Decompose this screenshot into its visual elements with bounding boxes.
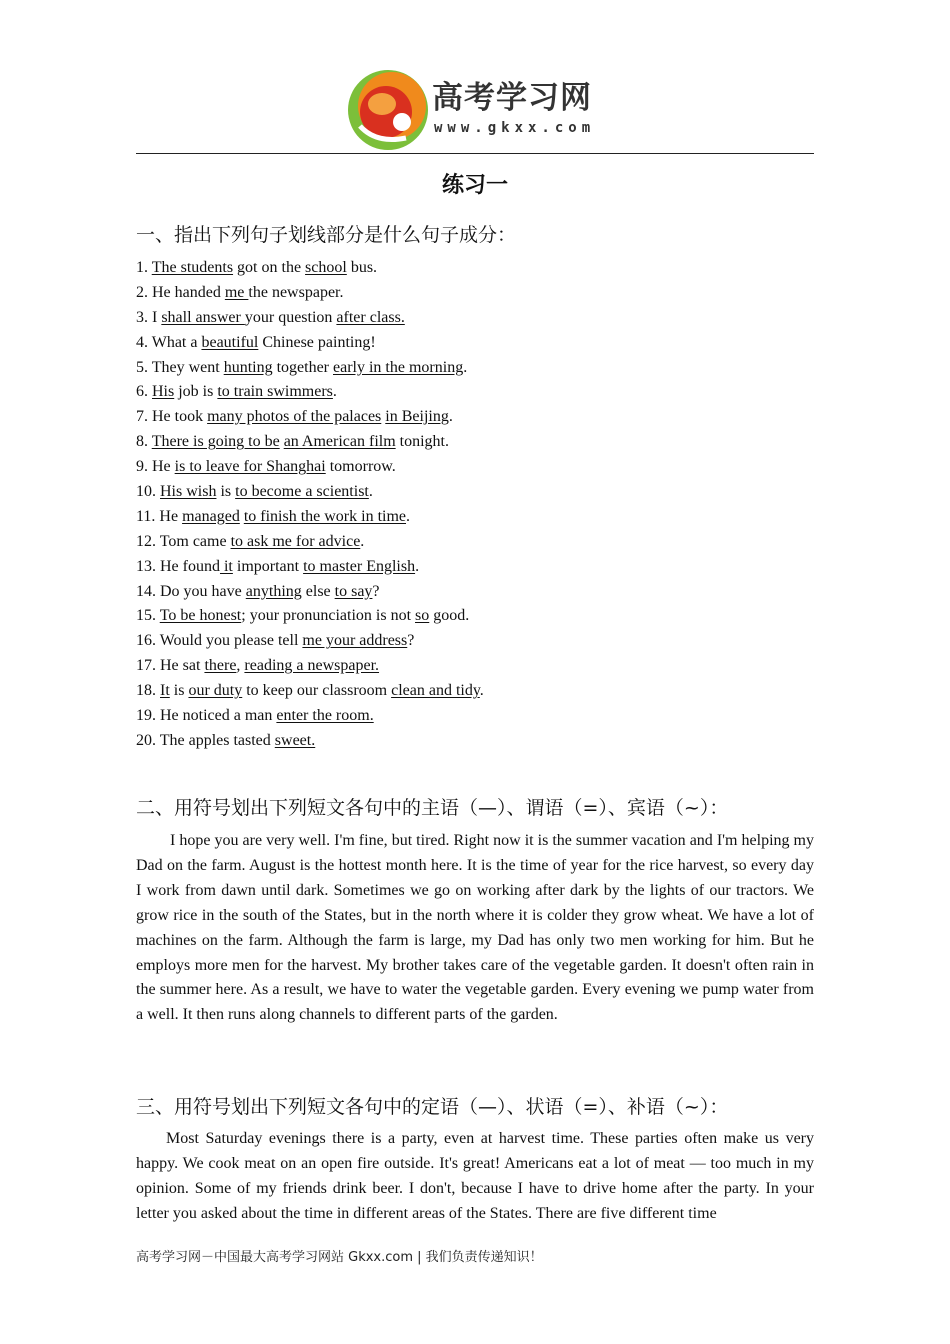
exercise-item bbox=[136, 256, 484, 281]
sentence-text: ? bbox=[372, 582, 380, 600]
sentence-text: else bbox=[301, 582, 335, 600]
exercise-item bbox=[136, 380, 484, 405]
exercise-item bbox=[136, 654, 484, 679]
underlined-part: There is going to be bbox=[151, 433, 280, 451]
sentence-text: . bbox=[406, 507, 411, 525]
section2-passage: I hope you are very well. I'm fine, but tired. Right now it is the summer vacation and I'm helping my Dad on the farm. August is the hottest month here. It is the time of year for the rice harvest, so every day I work from dawn until dark. Sometimes we go on working after dark by the lights of our tractors. We grow rice in the south of the States, but in the north where it is colder they grow wheat. We have a lot of machines on the farm. Although the farm is large, my Dad has only two men working for him. But he employs more men for the harvest. My brother takes care of the vegetable garden. It doesn't often rain in the summer here. As a result, we have to water the vegetable garden. Every evening we pump water from a well. It then runs along channels to different parts of the garden. bbox=[136, 832, 814, 1024]
exercise-item bbox=[136, 580, 484, 605]
sentence-text: 16. Would you please tell bbox=[136, 632, 303, 650]
sentence-text: . bbox=[463, 358, 468, 376]
section3-heading: 三、用符号划出下列短文各句中的定语（—）、状语（=）、补语（~）： bbox=[136, 1096, 729, 1118]
site-logo[interactable] bbox=[346, 66, 616, 156]
underlined-part: many photos of the palaces bbox=[207, 408, 382, 426]
sentence-text: 5. They went bbox=[136, 358, 224, 376]
sentence-text: 8. bbox=[136, 433, 152, 451]
sentence-text: got on the bbox=[233, 259, 306, 276]
sentence-text: 3. I bbox=[136, 308, 162, 326]
underlined-part: The students bbox=[151, 259, 234, 276]
sentence-text: 9. He bbox=[136, 458, 175, 476]
sentence-text: job is bbox=[174, 383, 218, 401]
underlined-part: clean and tidy bbox=[391, 682, 480, 700]
underlined-part: me bbox=[224, 283, 249, 301]
sentence-text: your question bbox=[244, 308, 337, 326]
underlined-part: after class. bbox=[336, 308, 405, 326]
sentence-text: . bbox=[368, 483, 373, 501]
logo-name: 高考学习网 bbox=[432, 80, 592, 116]
sentence-text: to keep our classroom bbox=[242, 682, 392, 700]
sentence-text: 1. bbox=[136, 259, 152, 276]
sentence-text: 11. He bbox=[136, 507, 183, 525]
exercise-item bbox=[136, 405, 484, 430]
underlined-part: reading a newspaper. bbox=[244, 657, 380, 675]
exercise-item bbox=[136, 306, 484, 331]
exercise-item bbox=[136, 480, 484, 505]
sentence-text: tonight. bbox=[395, 433, 449, 451]
exercise-item bbox=[136, 356, 484, 381]
logo-emblem-icon bbox=[346, 66, 430, 152]
underlined-part: school bbox=[305, 259, 347, 276]
sentence-text: 15. bbox=[136, 607, 160, 625]
underlined-part: It bbox=[160, 682, 170, 700]
underlined-part: shall answer bbox=[161, 308, 245, 326]
sentence-text: is bbox=[169, 682, 189, 700]
exercise-item bbox=[136, 604, 484, 629]
sentence-text: . bbox=[360, 532, 365, 550]
exercise-item bbox=[136, 555, 484, 580]
exercise-item bbox=[136, 729, 484, 754]
underlined-part: to become a scientist bbox=[235, 483, 369, 501]
sentence-text: 20. The apples tasted bbox=[136, 731, 275, 749]
underlined-part: beautiful bbox=[201, 333, 259, 351]
header-divider bbox=[136, 153, 814, 154]
section1-heading: 一、指出下列句子划线部分是什么句子成分： bbox=[136, 224, 517, 246]
underlined-part: to train swimmers bbox=[217, 383, 333, 401]
sentence-text: 10. bbox=[136, 483, 160, 501]
exercise-item bbox=[136, 430, 484, 455]
sentence-text: bus. bbox=[346, 259, 378, 276]
underlined-part: to say bbox=[334, 582, 373, 600]
exercise-item bbox=[136, 331, 484, 356]
page-title: 练习一 bbox=[441, 173, 508, 198]
underlined-part: enter the room. bbox=[276, 707, 374, 725]
underlined-part: hunting bbox=[223, 358, 273, 376]
sentence-text: 13. He found bbox=[136, 557, 220, 575]
sentence-text: . bbox=[479, 682, 484, 700]
underlined-part: me your address bbox=[302, 632, 408, 650]
section2-heading: 二、用符号划出下列短文各句中的主语（—）、谓语（=）、宾语（~）： bbox=[136, 797, 729, 819]
underlined-part: early in the morning bbox=[333, 358, 464, 376]
sentence-text: ? bbox=[407, 632, 415, 650]
sentence-text: . bbox=[448, 408, 453, 426]
section3-passage: Most Saturday evenings there is a party, even at harvest time. These parties often make us very happy. We cook meat on an open fire outside. It's great! Americans eat a lot of meat — too much in my opinion. Some of my friends drink beer. I don't, because I have to drive home after the party. In your letter you asked about the time in different areas of the States. There are five different time bbox=[136, 1130, 814, 1222]
footer-text: 高考学习网－中国最大高考学习网站 Gkxx.com | 我们负责传递知识！ bbox=[136, 1250, 543, 1265]
underlined-part: an American film bbox=[283, 433, 396, 451]
sentence-text: 6. bbox=[136, 383, 152, 401]
underlined-part: so bbox=[415, 607, 430, 625]
sentence-text: tomorrow. bbox=[325, 458, 396, 476]
underlined-part: His wish bbox=[160, 483, 217, 501]
sentence-text: 4. What a bbox=[136, 333, 202, 351]
underlined-part: there bbox=[204, 657, 237, 675]
sentence-text: 14. Do you have bbox=[136, 582, 246, 600]
sentence-text: important bbox=[232, 557, 304, 575]
sentence-text: 18. bbox=[136, 682, 160, 700]
sentence-text: . bbox=[415, 557, 420, 575]
sentence-text: Chinese painting! bbox=[258, 333, 376, 351]
sentence-text: 19. He noticed a man bbox=[136, 707, 277, 725]
exercise-item bbox=[136, 629, 484, 654]
exercise-list bbox=[136, 256, 484, 754]
underlined-part: to master English bbox=[303, 557, 416, 575]
sentence-text: ; your pronunciation is not bbox=[241, 607, 416, 625]
sentence-text: 2. He handed bbox=[136, 283, 225, 301]
exercise-item bbox=[136, 281, 484, 306]
sentence-text: 17. He sat bbox=[136, 657, 205, 675]
underlined-part: sweet. bbox=[274, 731, 316, 749]
sentence-text: together bbox=[272, 358, 333, 376]
sentence-text: is bbox=[216, 483, 236, 501]
underlined-part: anything bbox=[245, 582, 302, 600]
exercise-item bbox=[136, 679, 484, 704]
underlined-part: To be honest bbox=[159, 607, 242, 625]
underlined-part: it bbox=[219, 557, 233, 575]
sentence-text: 12. Tom came bbox=[136, 532, 231, 550]
underlined-part: to ask me for advice bbox=[230, 532, 361, 550]
sentence-text: the newspaper. bbox=[248, 283, 344, 301]
underlined-part: in Beijing bbox=[385, 408, 449, 426]
logo-url: www.gkxx.com bbox=[434, 120, 596, 136]
exercise-item bbox=[136, 530, 484, 555]
underlined-part: is to leave for Shanghai bbox=[174, 458, 326, 476]
underlined-part: managed bbox=[182, 507, 240, 525]
exercise-item bbox=[136, 505, 484, 530]
exercise-item bbox=[136, 455, 484, 480]
sentence-text: 7. He took bbox=[136, 408, 208, 426]
sentence-text: good. bbox=[429, 607, 470, 625]
underlined-part: to finish the work in time bbox=[243, 507, 407, 525]
sentence-text: . bbox=[332, 383, 337, 401]
sentence-text: , bbox=[236, 657, 245, 675]
exercise-item bbox=[136, 704, 484, 729]
underlined-part: His bbox=[152, 383, 175, 401]
underlined-part: our duty bbox=[188, 682, 243, 700]
